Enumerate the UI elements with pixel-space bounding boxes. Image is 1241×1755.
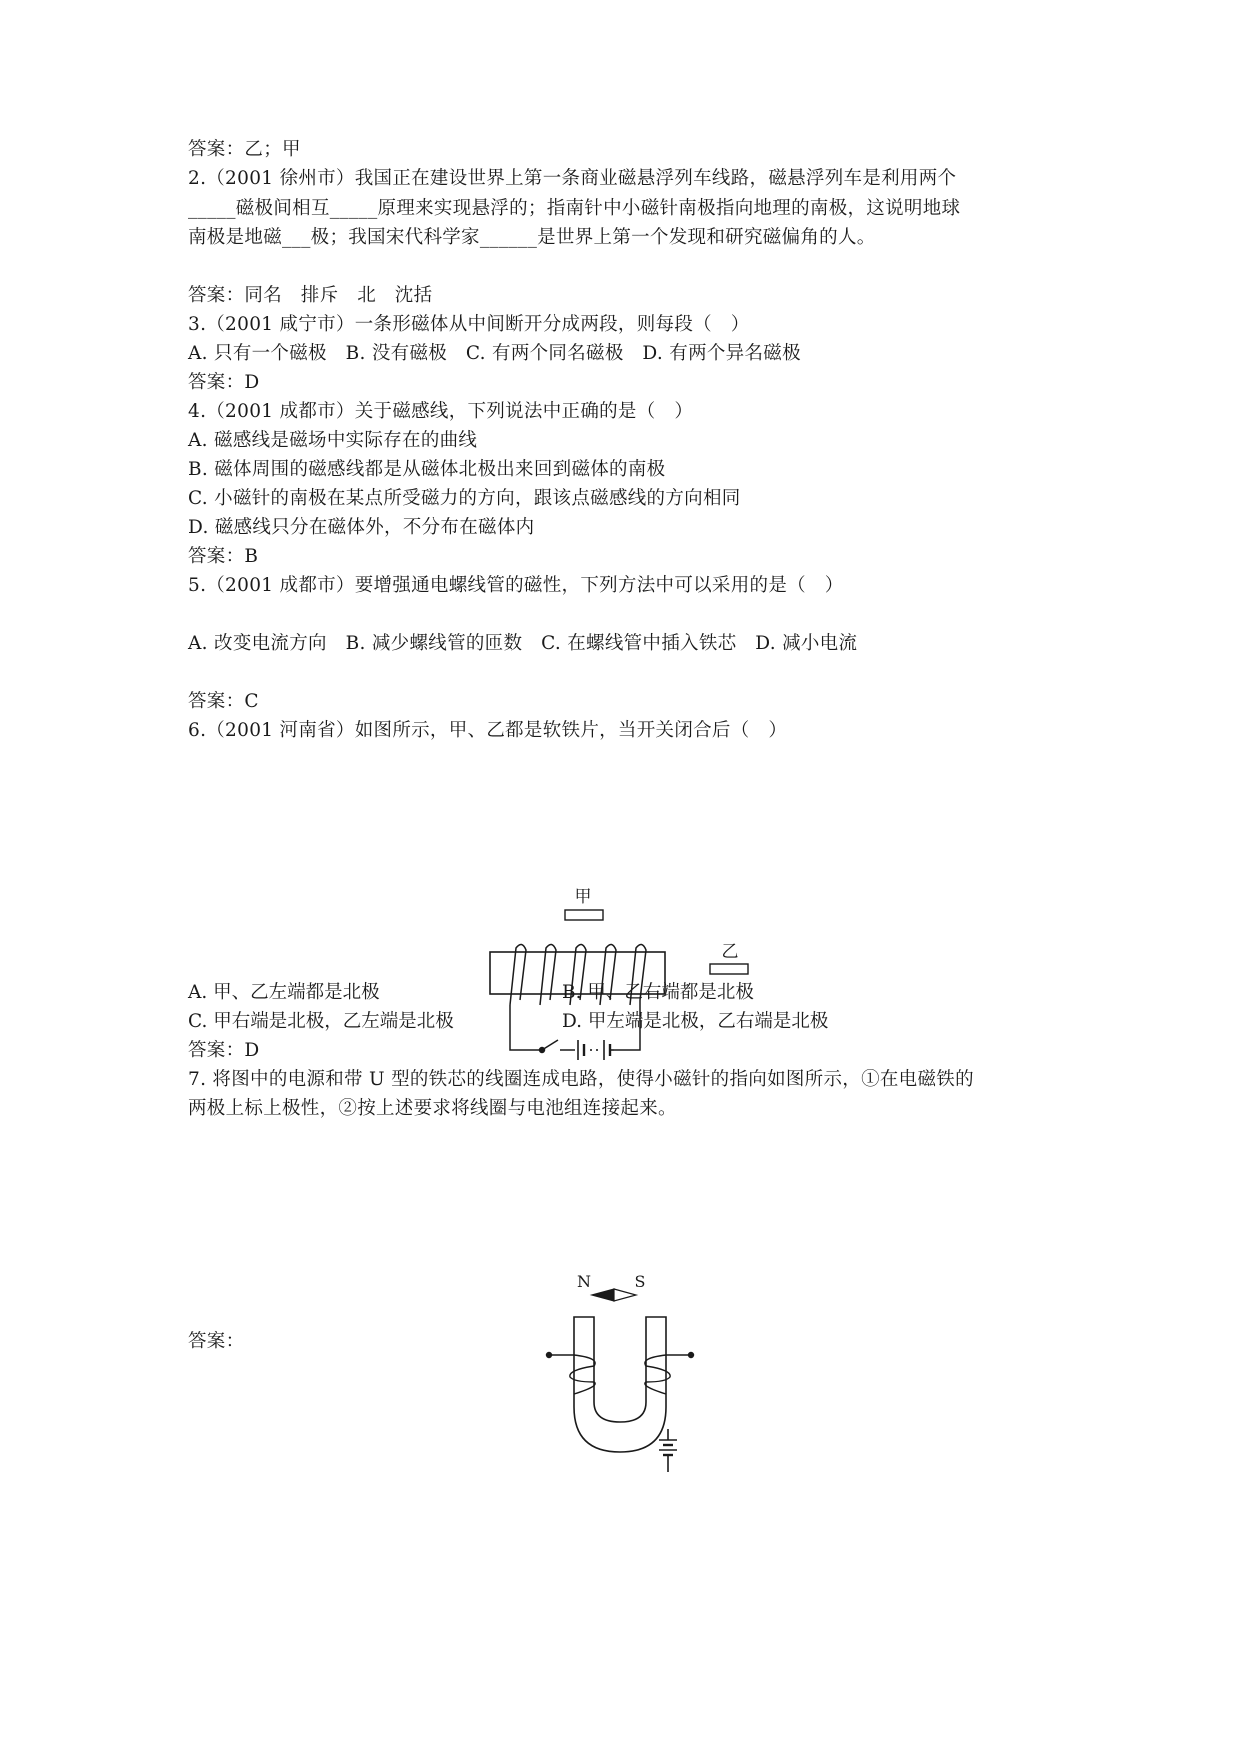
u-core [574, 1317, 666, 1452]
q5-answer: 答案：C [188, 691, 259, 712]
q3-answer: 答案：D [188, 372, 260, 393]
q2-stem-line1: 2.（2001 徐州市）我国正在建设世界上第一条商业磁悬浮列车线路，磁悬浮列车是利用两个 [188, 168, 957, 189]
battery-icon [578, 1040, 614, 1060]
figure-label-yi: 乙 [721, 942, 739, 962]
iron-bar-yi [710, 964, 748, 974]
q6-answer: 答案：D [188, 1040, 260, 1061]
q6-option-b: B. 甲、乙右端都是北极 [562, 982, 754, 1003]
q4-answer: 答案：B [188, 546, 259, 567]
solenoid-figure [480, 880, 770, 1070]
q4-option-b: B. 磁体周围的磁感线都是从磁体北极出来回到磁体的南极 [188, 459, 666, 480]
q2-stem-line3: 南极是地磁___极；我国宋代科学家______是世界上第一个发现和研究磁偏角的人。 [188, 227, 876, 248]
q7-stem-line2: 两极上标上极性，②按上述要求将线圈与电池组连接起来。 [188, 1098, 677, 1119]
figure-label-n: N [577, 1272, 591, 1291]
q4-option-a: A. 磁感线是磁场中实际存在的曲线 [188, 430, 478, 451]
q6-option-a: A. 甲、乙左端都是北极 [188, 982, 380, 1003]
q4-option-c: C. 小磁针的南极在某点所受磁力的方向，跟该点磁感线的方向相同 [188, 488, 741, 509]
q7-stem-line1: 7. 将图中的电源和带 U 型的铁芯的线圈连成电路，使得小磁针的指向如图所示，①在电磁铁的 [188, 1069, 974, 1090]
iron-bar-jia [565, 910, 603, 920]
q6-option-d: D. 甲左端是北极，乙右端是北极 [562, 1011, 829, 1032]
q5-stem: 5.（2001 成都市）要增强通电螺线管的磁性，下列方法中可以采用的是（ ） [188, 575, 844, 596]
figure-label-jia: 甲 [574, 887, 592, 907]
q6-stem: 6.（2001 河南省）如图所示，甲、乙都是软铁片，当开关闭合后（ ） [188, 720, 788, 741]
right-coil [645, 1353, 694, 1395]
switch-icon [540, 1040, 559, 1053]
q4-option-d: D. 磁感线只分在磁体外，不分布在磁体内 [188, 517, 535, 538]
left-coil [547, 1353, 596, 1395]
q5-options: A. 改变电流方向 B. 减少螺线管的匝数 C. 在螺线管中插入铁芯 D. 减小电流 [188, 633, 858, 654]
figure-label-s: S [634, 1272, 646, 1291]
q6-option-c: C. 甲右端是北极，乙左端是北极 [188, 1011, 454, 1032]
q2-stem-line2: _____磁极间相互_____原理来实现悬浮的；指南针中小磁针南极指向地理的南极，这说明地球 [188, 198, 961, 219]
battery-group-icon [659, 1429, 677, 1472]
q3-options: A. 只有一个磁极 B. 没有磁极 C. 有两个同名磁极 D. 有两个异名磁极 [188, 343, 801, 364]
compass-needle-icon [592, 1289, 636, 1301]
u-magnet-figure [540, 1262, 710, 1478]
q3-stem: 3.（2001 咸宁市）一条形磁体从中间断开分成两段，则每段（ ） [188, 314, 750, 335]
q4-stem: 4.（2001 成都市）关于磁感线，下列说法中正确的是（ ） [188, 401, 694, 422]
q1-answer: 答案：乙；甲 [188, 139, 301, 160]
q2-answer: 答案：同名 排斥 北 沈括 [188, 285, 433, 306]
q7-answer: 答案： [188, 1331, 245, 1352]
